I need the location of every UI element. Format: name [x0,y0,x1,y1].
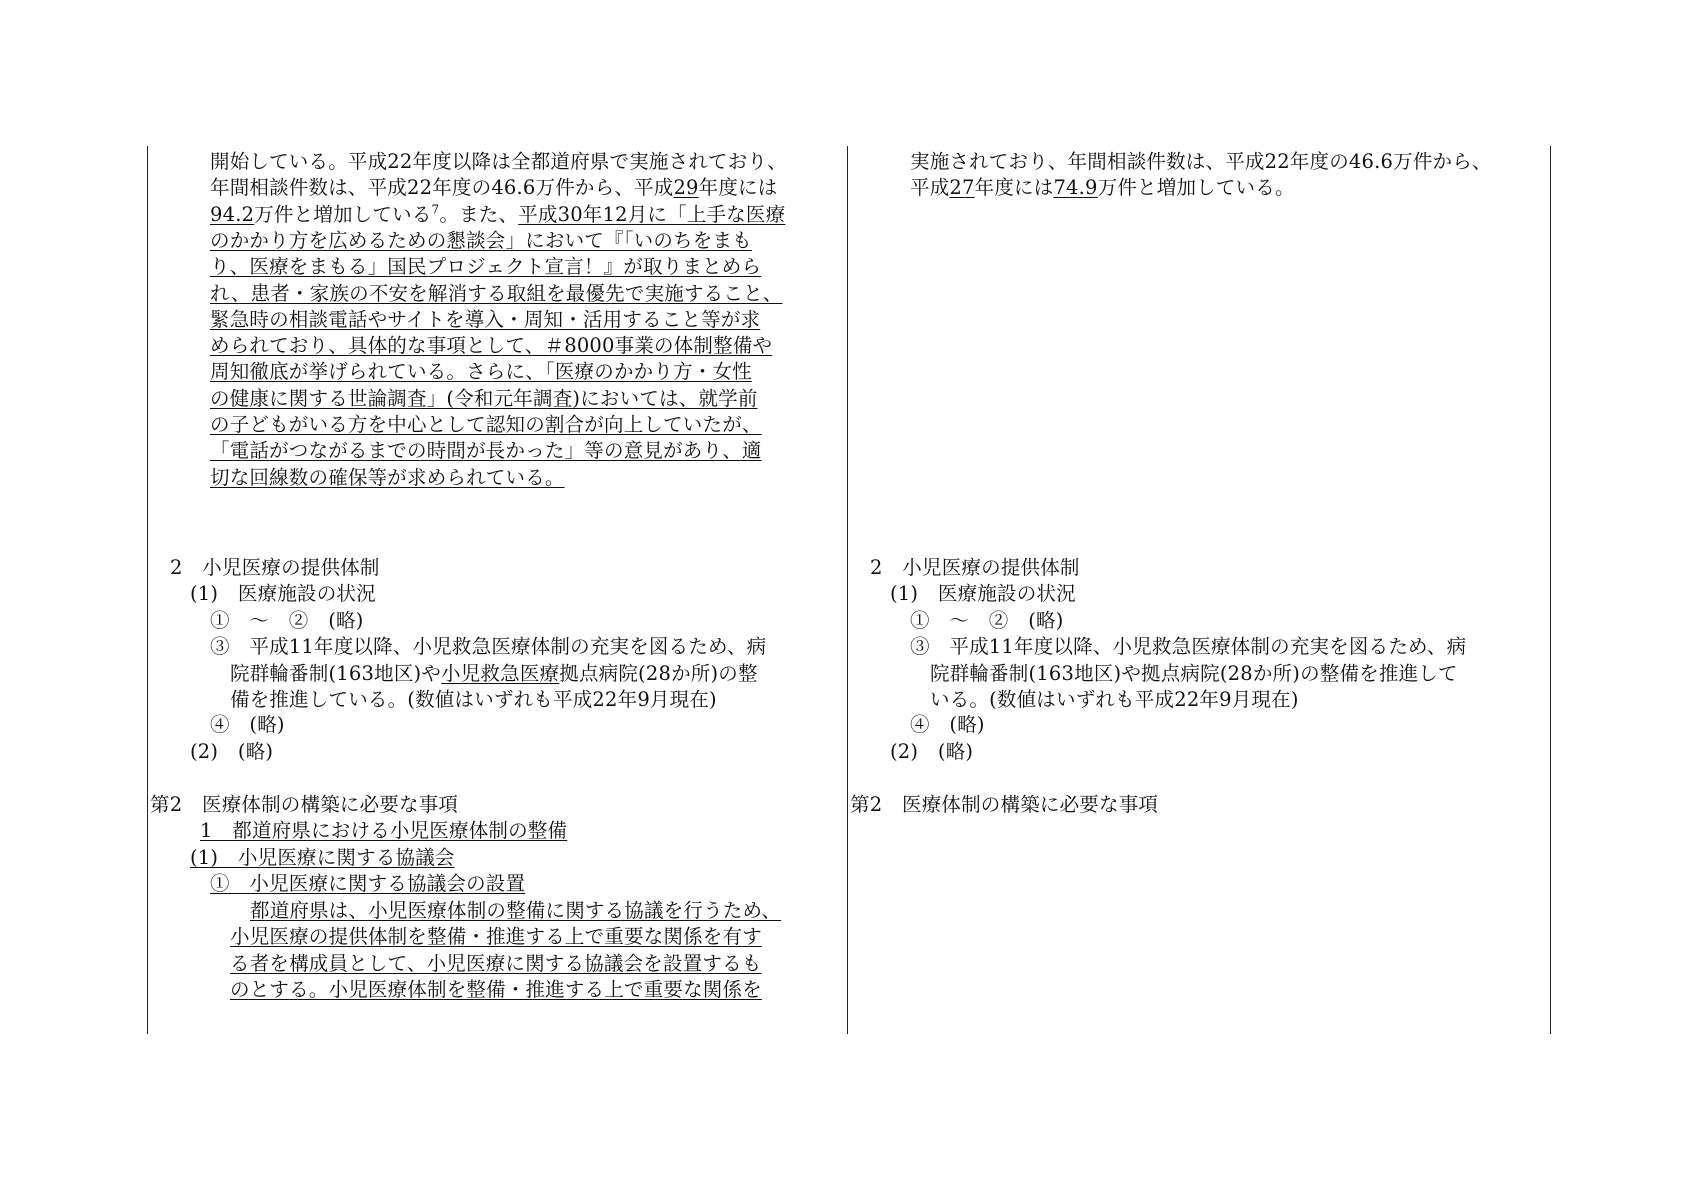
paragraph-line [210,411,762,439]
paragraph-line [210,174,777,202]
paragraph-line [210,385,758,413]
text-span: 年間相談件数は、平成22年度の46.6万件から、平成 [210,176,674,200]
chapter-2-section-1: 1 都道府県における小児医療体制の整備 [200,819,568,842]
item-4: ④ (略) [910,713,985,736]
underlined-text: 29 [673,176,699,200]
underlined-text: の子どもがいる方を中心として認知の割合が向上していたが、 [210,413,762,436]
item-3-line: ③ 平成11年度以降、小児救急医療体制の充実を図るため、病 [910,635,1467,658]
paragraph-line [210,306,760,334]
text-span: 院群輪番制(163地区)や [230,661,442,685]
paragraph-line [210,332,772,360]
section-2-heading: 2 小児医療の提供体制 [170,556,380,579]
underlined-text: 74.9 [1053,176,1098,200]
subsection-2: (2) (略) [190,740,274,763]
underlined-text: 小児救急医療 [441,661,560,685]
text-span: 実施されており、年間相談件数は、平成22年度の46.6万件から、 [910,150,1492,173]
comparison-table [147,146,1551,1034]
council-paragraph-line: のとする。小児医療体制を整備・推進する上で重要な関係を [230,978,762,1001]
text-span: 備を推進している。(数値はいずれも平成22年9月現在) [230,688,717,711]
paragraph-line [210,227,752,255]
text-span: 拠点病院(28か所)の整 [559,661,758,685]
paragraph-line [210,201,785,229]
paragraph-line [210,280,782,308]
text-span: 年度には [698,176,778,200]
text-span: 年度には [974,176,1054,200]
council-paragraph-line: る者を構成員として、小児医療に関する協議会を設置するも [230,952,762,975]
paragraph-line [210,253,761,281]
underlined-text: 周知徹底が挙げられている。さらに、「医療のかかり方・女性 [210,360,752,384]
underlined-text: の健康に関する世論調査」(令和元年調査)においては、就学前 [210,386,758,410]
paragraph-line [210,437,762,465]
underlined-text: 緊急時の相談電話やサイトを導入・周知・活用すること等が求 [210,307,761,331]
text-span: 。また、 [439,202,519,226]
paragraph-line [210,148,787,176]
chapter-2-item-1: ① 小児医療に関する協議会の設置 [210,872,526,895]
text-span: ③ 平成11年度以降、小児救急医療体制の充実を図るため、病 [210,635,767,658]
item-4: ④ (略) [210,713,285,736]
underlined-text: 平成30年12月に「上手な医療 [518,202,786,226]
paragraph-line [210,633,766,661]
text-span: 万件と増加している [254,202,432,226]
underlined-text: められており、具体的な事項として、＃8000事業の体制整備や [210,334,773,358]
underlined-text: 「電話がつながるまでの時間が長かった」等の意見があり、適 [210,439,762,463]
text-span: 開始している。平成22年度以降は全都道府県で実施されており、 [210,150,787,173]
revised-text-column [148,146,847,1034]
item-1-2: ① ～ ② (略) [210,609,364,632]
section-2-heading: 2 小児医療の提供体制 [870,556,1080,579]
text-span: 7 [431,202,440,217]
subsection-2: (2) (略) [890,740,974,763]
item-1-2: ① ～ ② (略) [910,609,1064,632]
paragraph-line [210,464,565,492]
column-divider [847,146,848,1034]
paragraph-line [230,660,758,688]
underlined-text: れ、患者・家族の不安を解消する取組を最優先で実施すること、 [210,281,783,305]
paragraph-line [230,686,717,714]
underlined-text: 切な回線数の確保等が求められている。 [210,465,565,489]
item-3-line: 院群輪番制(163地区)や拠点病院(28か所)の整備を推進して [930,662,1458,685]
underlined-text: 27 [949,176,975,200]
text-span: 平成 [910,176,950,200]
current-text-column [849,146,1549,1034]
paragraph-line [210,358,752,386]
item-3-line: いる。(数値はいずれも平成22年9月現在) [930,688,1299,711]
council-paragraph-line: 都道府県は、小児医療体制の整備に関する協議を行うため、 [250,899,782,922]
underlined-text: のかかり方を広めるための懇談会」において『「いのちをまも [210,228,752,252]
underlined-text: 94.2 [210,202,255,226]
subsection-1-heading: (1) 医療施設の状況 [190,582,376,605]
subsection-1-heading: (1) 医療施設の状況 [890,582,1076,605]
chapter-2-heading: 第2 医療体制の構築に必要な事項 [150,793,459,816]
council-paragraph-line: 小児医療の提供体制を整備・推進する上で重要な関係を有す [230,925,762,948]
chapter-2-subsection-1: (1) 小児医療に関する協議会 [190,846,455,869]
chapter-2-heading: 第2 医療体制の構築に必要な事項 [850,793,1159,816]
paragraph-line [910,148,1492,176]
paragraph-line [910,174,1295,202]
text-span: 万件と増加している。 [1097,176,1295,200]
underlined-text: り、医療をまもる」国民プロジェクト宣言！』が取りまとめら [210,255,762,279]
